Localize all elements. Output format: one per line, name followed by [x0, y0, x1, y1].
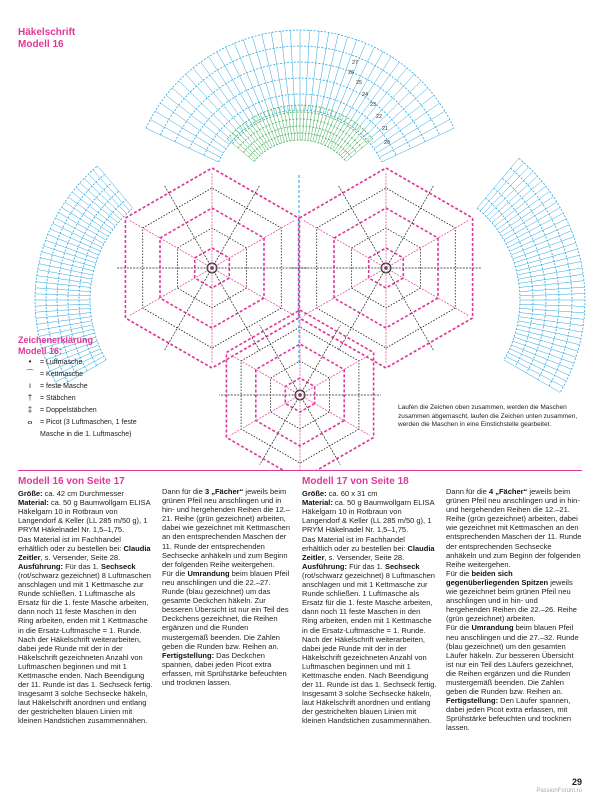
- bold-term: Größe:: [302, 489, 327, 499]
- instruction-paragraph: [162, 651, 292, 687]
- paragraph-text: Das Material ist im Fachhandel erhältlich oder zu bestellen bei:: [302, 534, 408, 553]
- instruction-paragraph: [162, 487, 292, 569]
- paragraph-text: jeweils beim grünen Pfeil neu anschlingen und in hin- und hergehenden Reihen die 12.–21. Reihe (grün gezeichnet) arbeiten, dabei wie gezeichnet mit Kettmaschen an den entsprechenden Maschen der 11. Runde der entsprechenden Sechsecke anhäkeln und zum Beginn der folgenden Reihe weitergehen.: [162, 487, 291, 569]
- paragraph-text: , s. Versender, Seite 28.: [40, 552, 121, 562]
- legend-item: [18, 381, 93, 393]
- instruction-paragraph: [18, 498, 153, 534]
- paragraph-text: Das Deckchen spannen, dabei jeden Picot extra erfassen, mit Sprühstärke befeuchten und trocknen lassen.: [162, 650, 287, 687]
- slip-stitch-icon: ⌒: [26, 369, 34, 378]
- legend-text: = Doppelstäbchen: [40, 407, 97, 414]
- bold-term: Ausführung:: [302, 561, 347, 571]
- paragraph-text: beim blauen Pfeil neu anschlingen und die 22.–27. Runde (blau gezeichnet) um das gesamte Deckchen häkeln. Zur besseren Übersicht ist nur ein Teil des Deckchens gezeichnet, die Reihen ergänzen und die Runden mustergemäß beenden. Die Zahlen geben die Runden bzw. Reihen an.: [162, 568, 290, 651]
- paragraph-text: Das Material ist im Fachhandel erhältlich oder zu bestellen bei:: [18, 534, 124, 553]
- bold-term: beiden sich gegenüberliegenden Spitzen: [446, 568, 549, 587]
- paragraph-text: Für die: [446, 568, 472, 578]
- paragraph-text: beim blauen Pfeil neu anschlingen und die 27.–32. Runde (blau gezeichnet) um den gesamten Läufer häkeln. Zur besseren Übersicht ist nur ein Teil des Läufers gezeichnet, die Reihen ergänzen und die Runden mustergemäß beenden. Die Zahlen geben die Runden bzw. Reihen an.: [446, 623, 579, 697]
- instruction-paragraph: [302, 489, 437, 498]
- diagram-title-line1: Häkelschrift: [18, 27, 76, 38]
- instruction-paragraph: [446, 623, 582, 696]
- bold-term: 3 „Fächer“: [204, 487, 244, 496]
- round-label: 20: [384, 140, 391, 146]
- picot-icon: ⴰ: [27, 417, 33, 426]
- paragraph-text: ca. 60 x 31 cm: [326, 489, 378, 499]
- instruction-paragraph: [302, 498, 437, 534]
- legend-item-cont: [18, 429, 132, 441]
- model16-col1: [18, 477, 153, 726]
- paragraph-text: ca. 50 g Baumwollgarn ELISA Häkelgarn 10 in Rotbraun von Langendorf & Keller (LL 285 m/50 g), 1 PRYM Häkelnadel Nr. 1,5–1,75.: [18, 498, 151, 535]
- top-green-fan: [227, 105, 373, 161]
- bold-term: Fertigstellung:: [446, 696, 499, 706]
- legend-item: [18, 405, 97, 417]
- instruction-paragraph: [446, 487, 582, 569]
- instruction-paragraph: [18, 562, 153, 726]
- legend-heading: Zeichenerklärung: [18, 335, 94, 345]
- paragraph-text: jeweils beim grünen Pfeil neu anschlingen und in hin- und hergehenden Reihen die 12.–21. Reihe (grün gezeichnet) arbeiten, dabei wie gezeichnet mit Kettmaschen an den entsprechenden Maschen der 11. Runde der entsprechenden Sechsecke anhäkeln und zum Beginn der folgenden Reihe weitergehen.: [446, 487, 582, 569]
- paragraph-text: (rot/schwarz gezeichnet) 8 Luftmaschen anschlagen und mit 1 Kettmasche zur Runde schließen. 1 Luftmasche als Ersatz für die 1. feste Masche arbeiten, dann noch 11 feste Maschen in den Ring arbeiten, enden mit 1 Kettmasche in die Ersatz-Luftmasche = 1. Runde. Nach der Häkelschrift weiterarbeiten, dabei jede Runde mit der in der Häkelschrift gezeichneten Anzahl von Luftmaschen beginnen und mit 1 Kettmasche enden. Nach Beendigung der 11. Runde ist das 1. Sechseck fertig. Insgesamt 3 solche Sechsecke häkeln, laut Häkelschrift anordnen und entlang der gestrichelten blauen Linien mit kleinen Handstichen zusammennähen.: [302, 570, 437, 726]
- model17-col2: [446, 487, 582, 733]
- paragraph-text: ca. 50 g Baumwollgarn ELISA Häkelgarn 10 in Rotbraun von Langendorf & Keller (LL 285 m/50 g), 1 PRYM Häkelnadel Nr. 1,5–1,75.: [302, 498, 435, 535]
- paragraph-text: Dann für die: [162, 487, 205, 496]
- bold-term: 4 „Fächer“: [488, 487, 528, 496]
- legend-subheading: Modell 16:: [18, 346, 63, 356]
- bold-term: Größe:: [18, 489, 43, 499]
- bold-term: Claudia Zeitler: [302, 543, 435, 562]
- legend: [18, 335, 137, 441]
- treble-crochet-icon: ‡: [27, 405, 33, 414]
- instruction-paragraph: [162, 569, 292, 651]
- round-label: 22: [376, 114, 383, 120]
- bold-term: Claudia Zeitler: [18, 543, 151, 562]
- legend-text: = Stäbchen: [40, 395, 76, 402]
- right-border-fan: [477, 158, 585, 392]
- single-crochet-icon: ı: [28, 381, 32, 390]
- bold-term: Sechseck: [100, 561, 136, 571]
- round-label: 27: [352, 60, 359, 66]
- round-label: 25: [356, 80, 363, 86]
- bold-term: Material:: [302, 498, 333, 508]
- bold-term: Ausführung:: [18, 561, 63, 571]
- legend-item: [18, 369, 93, 381]
- round-label: 26: [348, 70, 355, 76]
- hexagon-left: [117, 168, 307, 368]
- divider: [18, 470, 582, 471]
- bold-term: Umrandung: [471, 623, 514, 633]
- legend-text: = Luftmasche: [40, 359, 83, 366]
- hexagon-bottom: [219, 310, 381, 470]
- watermark: PassionForum.ru: [536, 788, 582, 794]
- top-border-fan: [146, 30, 454, 162]
- round-label: 23: [370, 102, 377, 108]
- page-number: 29: [571, 777, 582, 787]
- diagram-title-line2: Modell 16: [18, 39, 64, 50]
- instruction-paragraph: [302, 562, 437, 726]
- paragraph-text: Den Läufer spannen, dabei jeden Picot extra erfassen, mit Sprühstärke befeuchten und trocknen lassen.: [446, 696, 572, 733]
- legend-item: [18, 417, 137, 429]
- model16-col2: [162, 487, 292, 687]
- instruction-paragraph: [446, 569, 582, 624]
- paragraph-text: ca. 42 cm Durchmesser: [42, 489, 124, 499]
- round-label: 24: [362, 92, 369, 98]
- legend-text: = Picot (3 Luftmaschen, 1 feste: [40, 419, 137, 426]
- instruction-paragraph: [18, 489, 153, 498]
- legend-item: [18, 357, 93, 369]
- instruction-paragraph: [446, 696, 582, 732]
- diagram-note: Laufen die Zeichen oben zusammen, werden die Maschen zusammen abgemascht, laufen die Zeichen unten zusammen, werden die Maschen in eine Einstichstelle gearbeitet.: [398, 404, 578, 428]
- bold-term: Fertigstellung:: [162, 650, 215, 660]
- legend-text: = feste Masche: [40, 383, 88, 390]
- paragraph-text: jeweils wie gezeichnet beim grünen Pfeil neu anschlingen und in hin- und hergehenden Reihen die 22.–26. Reihe (grün gezeichnet) arbeiten.: [446, 577, 577, 624]
- bold-term: Umrandung: [187, 568, 230, 578]
- model17-heading: Modell 17 von Seite 18: [302, 476, 409, 487]
- legend-text: = Kettmasche: [40, 371, 83, 378]
- paragraph-text: (rot/schwarz gezeichnet) 8 Luftmaschen anschlagen und mit 1 Kettmasche zur Runde schließen. 1 Luftmasche als Ersatz für die 1. feste Masche arbeiten, dann noch 11 feste Maschen in den Ring arbeiten, enden mit 1 Kettmasche in die Ersatz-Luftmasche = 1. Runde. Nach der Häkelschrift weiterarbeiten, dabei jede Runde mit der in der Häkelschrift gezeichneten Anzahl von Luftmaschen beginnen und mit 1 Kettmasche enden. Nach Beendigung der 11. Runde ist das 1. Sechseck fertig. Insgesamt 3 solche Sechsecke häkeln, laut Häkelschrift anordnen und entlang der gestrichelten blauen Linien mit kleinen Handstichen zusammennähen.: [18, 570, 153, 726]
- paragraph-text: Dann für die: [446, 487, 489, 496]
- legend-text: Masche in die 1. Luftmasche): [40, 431, 132, 438]
- legend-item: [18, 393, 93, 405]
- model16-heading: Modell 16 von Seite 17: [18, 476, 125, 487]
- bold-term: Material:: [18, 498, 49, 508]
- paragraph-text: Für das 1.: [63, 561, 101, 571]
- paragraph-text: Für die: [162, 568, 188, 578]
- paragraph-text: Für das 1.: [347, 561, 385, 571]
- chain-stitch-icon: •: [28, 357, 32, 366]
- round-label: 21: [382, 126, 389, 132]
- instruction-paragraph: [302, 535, 437, 562]
- instruction-paragraph: [18, 535, 153, 562]
- model17-col1: [302, 477, 437, 726]
- bold-term: Sechseck: [384, 561, 420, 571]
- double-crochet-icon: †: [27, 393, 33, 402]
- paragraph-text: , s. Versender, Seite 28.: [324, 552, 405, 562]
- paragraph-text: Für die: [446, 623, 472, 633]
